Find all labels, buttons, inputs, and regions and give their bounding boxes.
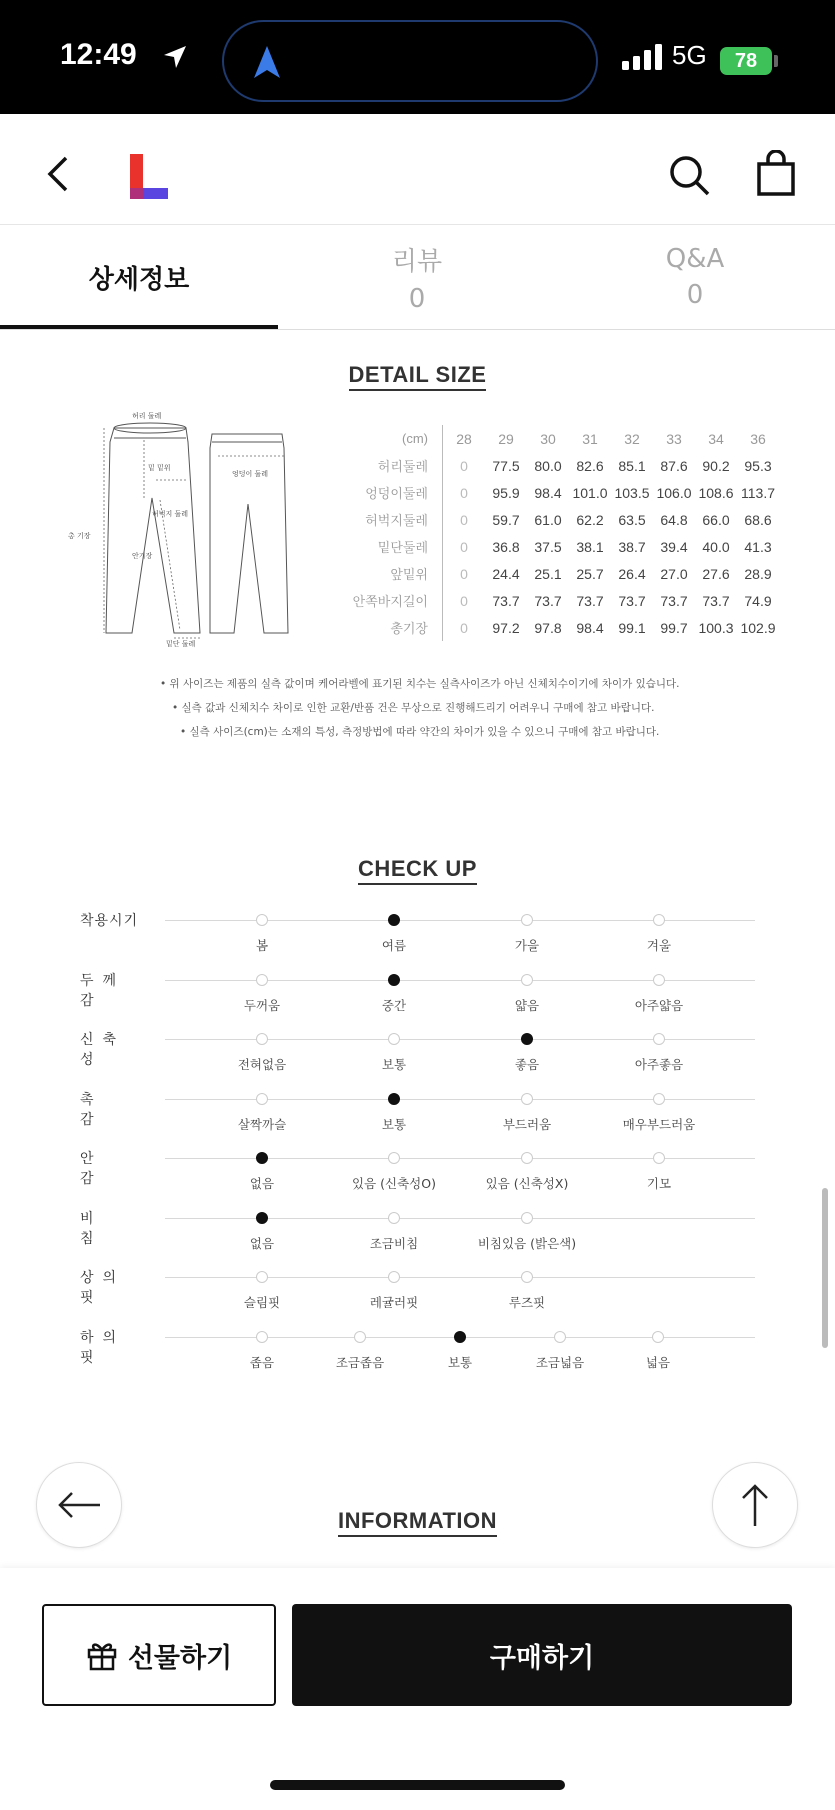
size-note: • 실측 값과 신체치수 차이로 인한 교환/반품 건은 무상으로 진행해드리기 어려우니 구매에 참고 바랍니다. bbox=[172, 702, 655, 714]
check-row-label: 두께감 bbox=[80, 972, 126, 1009]
size-cell: 80.0 bbox=[534, 457, 562, 474]
size-table-row bbox=[336, 452, 779, 479]
check-option-label: 있음 (신축성X) bbox=[485, 1176, 569, 1191]
diagram-inseam-label: 안기장 bbox=[132, 552, 153, 560]
check-dot bbox=[521, 1271, 533, 1283]
size-cell: 108.6 bbox=[698, 484, 734, 501]
check-dot bbox=[653, 974, 665, 986]
check-option-label: 얇음 bbox=[514, 997, 540, 1013]
check-dot-selected bbox=[256, 1212, 268, 1224]
check-option-label: 좁음 bbox=[249, 1354, 275, 1370]
size-header: 33 bbox=[666, 430, 682, 447]
check-row-label: 촉감 bbox=[80, 1091, 124, 1128]
size-cell: 24.4 bbox=[492, 565, 520, 582]
size-cell: 90.2 bbox=[702, 457, 730, 474]
check-option-label: 매우부드러움 bbox=[622, 1116, 696, 1132]
size-cell: 0 bbox=[460, 538, 468, 555]
unit-header: (cm) bbox=[336, 425, 443, 452]
check-dot-selected bbox=[388, 914, 400, 926]
tab-label: 리뷰 bbox=[391, 246, 443, 277]
size-cell: 25.7 bbox=[576, 565, 604, 582]
size-header: 28 bbox=[456, 430, 472, 447]
size-cell: 73.7 bbox=[534, 592, 562, 609]
tab-detail[interactable] bbox=[0, 225, 278, 329]
size-cell: 74.9 bbox=[744, 592, 772, 609]
check-option-label: 레귤러핏 bbox=[369, 1295, 419, 1310]
check-row-line bbox=[165, 1039, 755, 1040]
size-cell: 62.2 bbox=[576, 511, 604, 528]
size-cell: 73.7 bbox=[702, 592, 730, 609]
tab-count: 0 bbox=[686, 280, 704, 310]
size-cell: 25.1 bbox=[534, 565, 562, 582]
check-dot bbox=[652, 1331, 664, 1343]
check-dot bbox=[388, 1212, 400, 1224]
check-option-label: 비침있음 (밝은색) bbox=[477, 1235, 577, 1251]
buy-button-label: 구매하기 bbox=[489, 1642, 595, 1674]
size-cell: 26.4 bbox=[618, 565, 646, 582]
check-option-label: 보통 bbox=[381, 1057, 407, 1072]
size-cell: 73.7 bbox=[660, 592, 688, 609]
size-cell: 106.0 bbox=[656, 484, 692, 501]
check-dot-selected bbox=[388, 974, 400, 986]
size-cell: 99.7 bbox=[660, 619, 688, 636]
check-dot bbox=[256, 974, 268, 986]
check-option-label: 루즈핏 bbox=[508, 1295, 546, 1310]
detail-tabs bbox=[0, 225, 835, 330]
check-dot bbox=[653, 1033, 665, 1045]
check-option-label: 겨울 bbox=[646, 938, 672, 953]
home-indicator bbox=[270, 1780, 565, 1790]
check-dot bbox=[653, 1093, 665, 1105]
diagram-waist-label: 허리 둘레 bbox=[132, 412, 162, 420]
size-row-label: 엉덩이둘레 bbox=[336, 479, 443, 506]
size-cell: 73.7 bbox=[492, 592, 520, 609]
check-dot bbox=[354, 1331, 366, 1343]
size-cell: 100.3 bbox=[698, 619, 734, 636]
check-row-line bbox=[165, 1158, 755, 1159]
size-cell: 27.0 bbox=[660, 565, 688, 582]
size-table-row bbox=[336, 533, 779, 560]
size-cell: 73.7 bbox=[618, 592, 646, 609]
size-cell: 102.9 bbox=[740, 619, 776, 636]
back-icon[interactable] bbox=[46, 156, 72, 192]
check-option-label: 조금좁음 bbox=[335, 1354, 385, 1370]
size-cell: 0 bbox=[460, 457, 468, 474]
gift-icon bbox=[86, 1639, 118, 1671]
size-cell: 0 bbox=[460, 511, 468, 528]
tab-label: 상세정보 bbox=[88, 264, 190, 295]
size-cell: 99.1 bbox=[618, 619, 646, 636]
status-time: 12:49 bbox=[60, 38, 137, 71]
check-row bbox=[0, 1329, 835, 1397]
purchase-bar bbox=[0, 1568, 835, 1810]
check-dot bbox=[256, 1093, 268, 1105]
check-dot bbox=[554, 1331, 566, 1343]
buy-button[interactable] bbox=[292, 1604, 792, 1706]
check-dot-selected bbox=[521, 1033, 533, 1045]
size-table-row bbox=[336, 587, 779, 614]
check-dot bbox=[256, 914, 268, 926]
check-row-line bbox=[165, 980, 755, 981]
diagram-hem-label: 밑단 둘레 bbox=[166, 640, 196, 648]
check-row-line bbox=[165, 1277, 755, 1278]
size-cell: 103.5 bbox=[614, 484, 650, 501]
size-row-label: 허리둘레 bbox=[336, 452, 443, 479]
check-dot bbox=[653, 1152, 665, 1164]
scroll-top-button[interactable] bbox=[712, 1462, 798, 1548]
check-option-label: 보통 bbox=[381, 1116, 407, 1132]
size-header: 29 bbox=[498, 430, 514, 447]
status-bar bbox=[0, 0, 835, 114]
check-dot bbox=[521, 974, 533, 986]
size-note: • 위 사이즈는 제품의 실측 값이며 케어라벨에 표기된 치수는 실측사이즈가 아닌 신체치수이기에 차이가 있습니다. bbox=[160, 678, 680, 690]
size-cell: 59.7 bbox=[492, 511, 520, 528]
check-option-label: 없음 bbox=[249, 1235, 275, 1251]
size-row-label: 허벅지둘레 bbox=[336, 506, 443, 533]
diagram-hip-label: 엉덩이 둘레 bbox=[232, 470, 269, 478]
size-cell: 61.0 bbox=[534, 511, 562, 528]
scrollbar[interactable] bbox=[822, 1188, 828, 1348]
check-option-label: 여름 bbox=[381, 938, 407, 953]
size-table-row bbox=[336, 479, 779, 506]
size-cell: 98.4 bbox=[534, 484, 562, 501]
check-row-label: 비침 bbox=[80, 1210, 124, 1247]
size-cell: 28.9 bbox=[744, 565, 772, 582]
battery-level: 78 bbox=[734, 49, 758, 72]
check-dot bbox=[388, 1271, 400, 1283]
check-option-label: 조금넓음 bbox=[535, 1354, 585, 1370]
check-dot bbox=[256, 1271, 268, 1283]
check-dot bbox=[388, 1152, 400, 1164]
check-dot bbox=[256, 1331, 268, 1343]
check-row-label: 상의핏 bbox=[80, 1270, 126, 1306]
size-table-row bbox=[336, 506, 779, 533]
size-cell: 101.0 bbox=[572, 484, 608, 501]
check-dot bbox=[521, 914, 533, 926]
search-icon[interactable] bbox=[668, 154, 712, 198]
check-dot bbox=[521, 1093, 533, 1105]
check-dot-selected bbox=[454, 1331, 466, 1343]
size-cell: 63.5 bbox=[618, 511, 646, 528]
size-cell: 64.8 bbox=[660, 511, 688, 528]
app-header bbox=[0, 114, 835, 225]
size-header: 30 bbox=[540, 430, 556, 447]
arrow-left-icon bbox=[56, 1490, 102, 1520]
check-row-line bbox=[165, 1099, 755, 1100]
check-option-label: 있음 (신축성O) bbox=[352, 1176, 436, 1191]
check-dot bbox=[521, 1212, 533, 1224]
location-arrow-icon bbox=[162, 44, 188, 70]
check-option-label: 없음 bbox=[249, 1176, 275, 1191]
network-type: 5G bbox=[672, 40, 707, 70]
size-cell: 0 bbox=[460, 619, 468, 636]
brand-logo[interactable] bbox=[130, 154, 170, 200]
size-cell: 113.7 bbox=[741, 484, 775, 501]
size-cell: 98.4 bbox=[576, 619, 604, 636]
size-cell: 97.8 bbox=[534, 619, 562, 636]
size-note: • 실측 사이즈(cm)는 소재의 특성, 측정방법에 따라 약간의 차이가 있을 수 있으니 구매에 참고 바랍니다. bbox=[180, 726, 660, 738]
gift-button[interactable] bbox=[42, 1604, 276, 1706]
size-cell: 85.1 bbox=[618, 457, 646, 474]
diagram-rise-label: 밑 밑위 bbox=[148, 464, 171, 472]
size-table-row bbox=[336, 560, 779, 587]
diagram-total-label: 총 기장 bbox=[68, 532, 91, 540]
size-cell: 0 bbox=[460, 484, 468, 501]
check-up-title: CHECK UP bbox=[0, 856, 835, 882]
size-cell: 40.0 bbox=[702, 538, 730, 555]
check-option-label: 중간 bbox=[381, 997, 407, 1013]
check-option-label: 좋음 bbox=[514, 1057, 540, 1072]
check-dot-selected bbox=[388, 1093, 400, 1105]
size-table bbox=[336, 425, 780, 641]
size-header: 31 bbox=[582, 430, 598, 447]
check-row-label: 하의핏 bbox=[80, 1329, 126, 1366]
size-cell: 39.4 bbox=[660, 538, 688, 555]
gift-button-label: 선물하기 bbox=[127, 1642, 233, 1674]
check-option-label: 기모 bbox=[646, 1176, 672, 1191]
size-header: 32 bbox=[624, 430, 640, 447]
tab-count: 0 bbox=[408, 283, 426, 314]
active-tab-indicator bbox=[0, 325, 278, 329]
check-row-label: 신축성 bbox=[80, 1032, 126, 1068]
check-dot bbox=[388, 1033, 400, 1045]
battery-icon bbox=[720, 47, 772, 75]
detail-size-title: DETAIL SIZE bbox=[0, 362, 835, 388]
size-cell: 73.7 bbox=[576, 592, 604, 609]
check-option-label: 넓음 bbox=[645, 1354, 671, 1370]
check-row-line bbox=[165, 1218, 755, 1219]
check-option-label: 봄 bbox=[255, 938, 269, 953]
size-cell: 82.6 bbox=[576, 457, 604, 474]
check-dot bbox=[653, 914, 665, 926]
size-cell: 95.3 bbox=[744, 457, 772, 474]
dynamic-island bbox=[222, 20, 598, 102]
check-option-label: 조금비침 bbox=[369, 1235, 419, 1251]
size-cell: 97.2 bbox=[492, 619, 520, 636]
back-float-button[interactable] bbox=[36, 1462, 122, 1548]
check-dot bbox=[521, 1152, 533, 1164]
size-cell: 68.6 bbox=[744, 511, 772, 528]
check-option-label: 보통 bbox=[447, 1354, 473, 1370]
check-option-label: 슬림핏 bbox=[243, 1295, 281, 1310]
size-cell: 37.5 bbox=[534, 538, 562, 555]
size-cell: 27.6 bbox=[702, 565, 730, 582]
size-row-label: 밑단둘레 bbox=[336, 533, 443, 560]
size-row-label: 앞밑위 bbox=[336, 560, 443, 587]
check-option-label: 아주좋음 bbox=[634, 1057, 684, 1072]
size-table-row bbox=[336, 614, 779, 641]
shopping-bag-icon[interactable] bbox=[756, 150, 796, 196]
check-row-line bbox=[165, 920, 755, 921]
check-option-label: 전혀없음 bbox=[237, 1057, 287, 1072]
check-option-label: 부드러움 bbox=[502, 1116, 552, 1132]
size-cell: 38.1 bbox=[576, 538, 604, 555]
check-dot-selected bbox=[256, 1152, 268, 1164]
check-row-label: 착용시기 bbox=[80, 913, 139, 929]
size-cell: 0 bbox=[460, 592, 468, 609]
size-cell: 66.0 bbox=[702, 511, 730, 528]
tab-label: Q&A bbox=[665, 244, 725, 274]
size-row-label: 총기장 bbox=[336, 614, 443, 641]
size-notes bbox=[160, 672, 680, 744]
size-cell: 0 bbox=[460, 565, 468, 582]
check-dot bbox=[256, 1033, 268, 1045]
size-cell: 41.3 bbox=[744, 538, 772, 555]
size-cell: 38.7 bbox=[618, 538, 646, 555]
information-title: INFORMATION bbox=[0, 1508, 835, 1534]
size-header: 36 bbox=[750, 430, 766, 447]
navigation-app-icon bbox=[252, 44, 282, 80]
diagram-thigh-label: 허벅지 둘레 bbox=[152, 510, 189, 518]
check-option-label: 살짝까슬 bbox=[237, 1116, 287, 1132]
tab-review[interactable] bbox=[278, 225, 556, 329]
size-table-header bbox=[336, 425, 779, 452]
pants-size-diagram bbox=[60, 408, 310, 648]
check-option-label: 두꺼움 bbox=[243, 997, 281, 1013]
size-cell: 87.6 bbox=[660, 457, 688, 474]
check-option-label: 가을 bbox=[514, 938, 540, 953]
signal-icon bbox=[622, 44, 664, 70]
size-header: 34 bbox=[708, 430, 724, 447]
check-option-label: 아주얇음 bbox=[634, 997, 684, 1013]
tab-qna[interactable] bbox=[556, 225, 834, 329]
size-cell: 36.8 bbox=[492, 538, 520, 555]
size-cell: 77.5 bbox=[492, 457, 520, 474]
check-row-label: 안감 bbox=[80, 1151, 124, 1187]
size-row-label: 안쪽바지길이 bbox=[336, 587, 443, 614]
battery-cap bbox=[774, 55, 778, 67]
size-cell: 95.9 bbox=[492, 484, 520, 501]
arrow-up-icon bbox=[740, 1482, 770, 1528]
